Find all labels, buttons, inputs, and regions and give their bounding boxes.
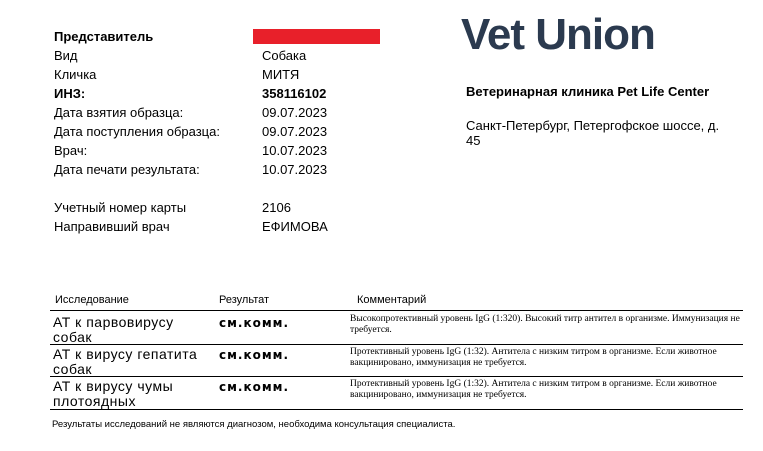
card-number-label: Учетный номер карты	[54, 200, 187, 215]
representative-label: Представитель	[54, 29, 154, 44]
clinic-address: Санкт-Петербург, Петергофское шоссе, д. 45	[466, 118, 720, 148]
table-row-divider	[50, 344, 743, 345]
species-label: Вид	[54, 48, 78, 63]
sample-received-label: Дата поступления образца:	[54, 124, 220, 139]
table-row-study: АТ к вирусу гепатита собак	[53, 346, 198, 377]
species-value: Собака	[262, 48, 307, 63]
inz-value: 358116102	[262, 86, 327, 101]
table-bottom-rule	[50, 409, 743, 410]
card-number-value: 2106	[262, 200, 291, 215]
table-row-comment: Высокопротективный уровень IgG (1:320). Высокий титр антител в организме. Иммунизация не требуется.	[350, 314, 740, 335]
print-date-value: 10.07.2023	[262, 162, 328, 177]
table-row-divider	[50, 376, 743, 377]
sample-received-value: 09.07.2023	[262, 124, 328, 139]
redacted-representative	[253, 29, 380, 44]
referring-doctor-value: ЕФИМОВА	[262, 219, 328, 234]
clinic-name: Ветеринарная клиника Pet Life Center	[466, 84, 710, 99]
column-header-study: Исследование	[55, 294, 129, 306]
table-row-result: см.комм.	[219, 316, 290, 330]
print-date-label: Дата печати результата:	[54, 162, 200, 177]
table-row-comment: Протективный уровень IgG (1:32). Антитела с низким титром в организме. Если животное вакцинировано, иммунизация не требуется.	[350, 347, 717, 368]
table-row-study: АТ к вирусу чумы плотоядных	[53, 378, 174, 409]
table-row-result: см.комм.	[219, 380, 290, 394]
sample-taken-label: Дата взятия образца:	[54, 105, 184, 120]
referring-doctor-label: Направивший врач	[54, 219, 170, 234]
vet-union-logo: Vet Union	[461, 10, 655, 59]
pet-name-label: Кличка	[54, 67, 97, 82]
pet-name-value: МИТЯ	[262, 67, 300, 82]
sample-taken-value: 09.07.2023	[262, 105, 328, 120]
disclaimer-footnote: Результаты исследований не являются диагнозом, необходима консультация специалиста.	[52, 419, 456, 430]
table-row-comment: Протективный уровень IgG (1:32). Антитела с низким титром в организме. Если животное вакцинировано, иммунизация не требуется.	[350, 379, 717, 400]
column-header-result: Результат	[219, 294, 270, 306]
doctor-value: 10.07.2023	[262, 143, 328, 158]
inz-label: ИНЗ:	[54, 86, 86, 101]
column-header-comment: Комментарий	[357, 294, 427, 306]
table-row-study: АТ к парвовирусу собак	[53, 314, 174, 345]
table-row-result: см.комм.	[219, 348, 290, 362]
table-header-rule	[50, 310, 743, 311]
doctor-label: Врач:	[54, 143, 88, 158]
